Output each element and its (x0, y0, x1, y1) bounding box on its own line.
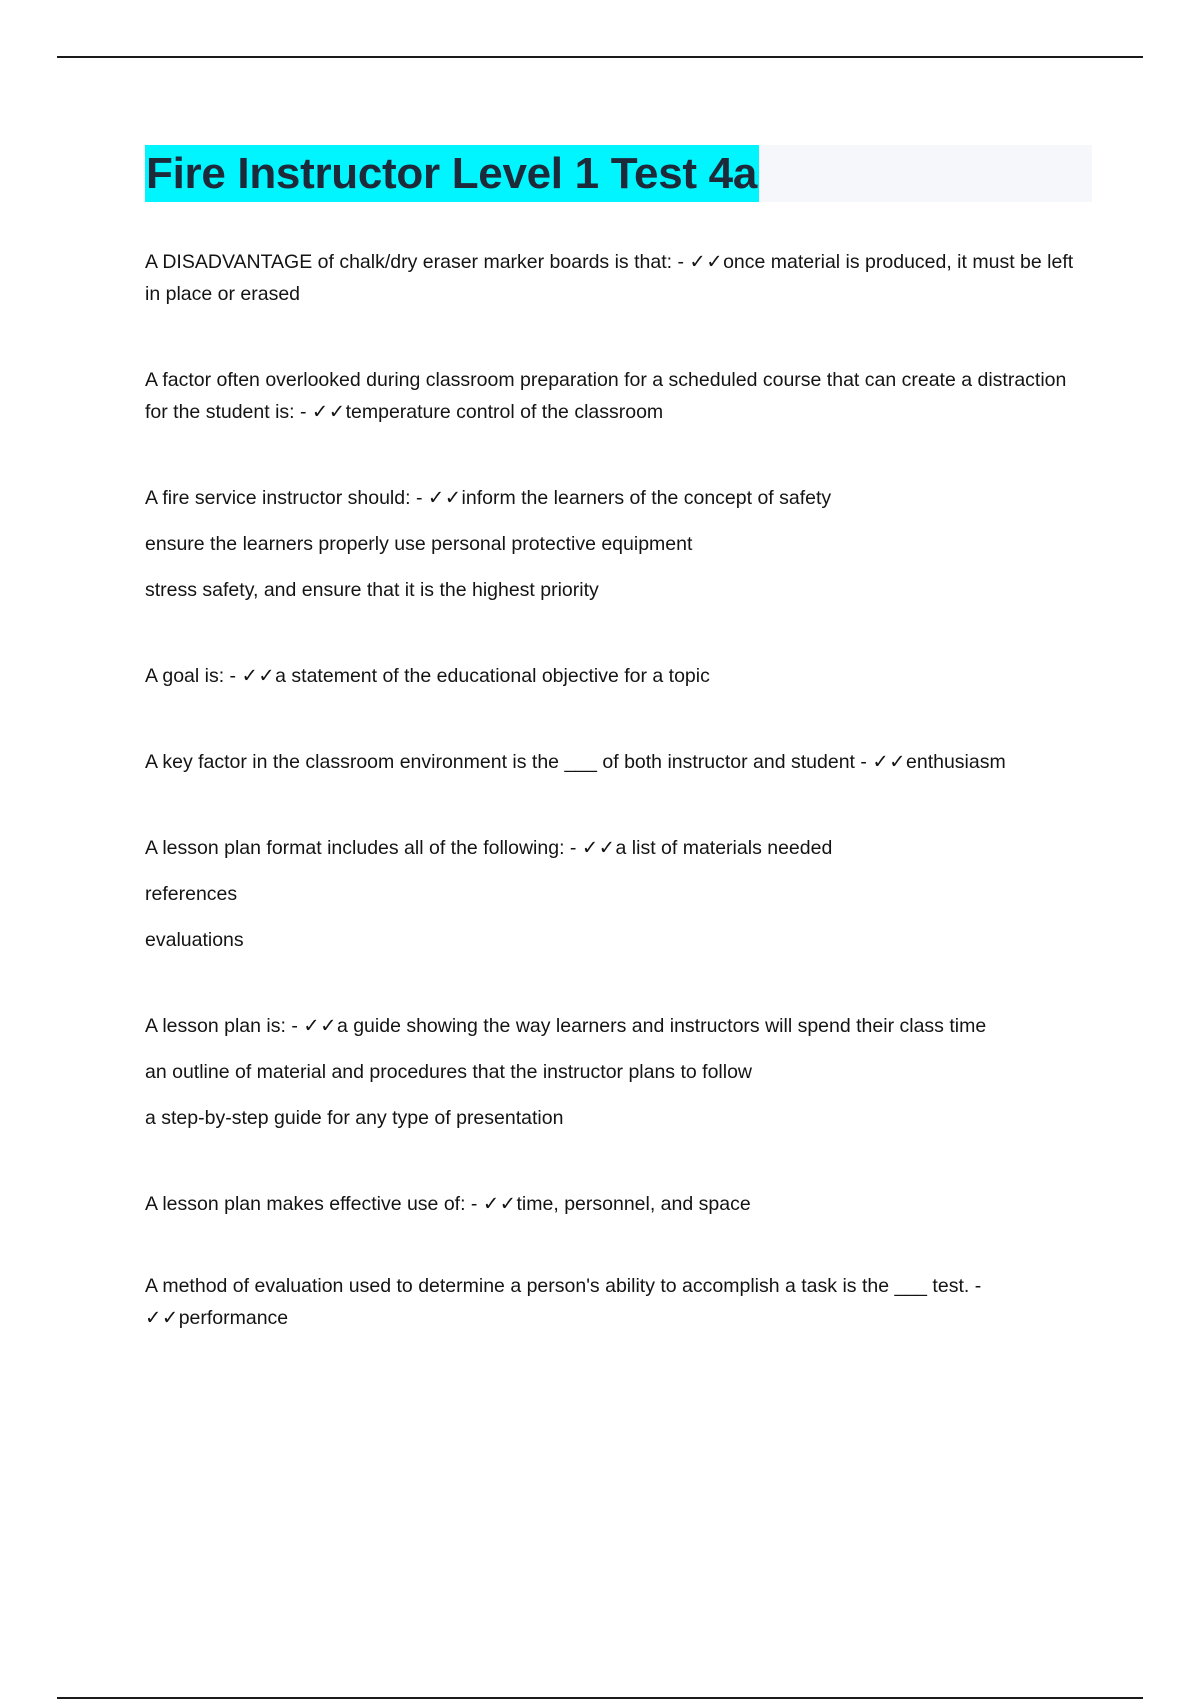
qa-item (145, 1188, 1090, 1220)
qa-list (145, 246, 1090, 1334)
qa-question-line (145, 246, 1090, 310)
answer-continuation: a step-by-step guide for any type of presentation (145, 1107, 564, 1129)
answer-continuation: an outline of material and procedures that the instructor plans to follow (145, 1061, 753, 1083)
qa-question-line (145, 1010, 1090, 1042)
answer-continuation: stress safety, and ensure that it is the highest priority (145, 579, 599, 601)
qa-item (145, 1010, 1090, 1134)
question-text: A method of evaluation used to determine a person's ability to accomplish a task is the ___ test. - (145, 1275, 982, 1297)
check-mark-icon: ✓✓ (241, 665, 276, 687)
check-mark-icon: ✓✓ (689, 251, 724, 273)
bottom-rule (57, 1697, 1143, 1699)
question-text: A key factor in the classroom environment is the ___ of both instructor and student - (145, 751, 873, 773)
answer-text: once material is produced, it must be left in place or erased (145, 251, 1074, 305)
answer-text: enthusiasm (906, 751, 1006, 773)
answer-text: time, personnel, and space (516, 1193, 751, 1215)
qa-question-line (145, 832, 1090, 864)
qa-item (145, 746, 1090, 778)
answer-text: temperature control of the classroom (345, 401, 664, 423)
check-mark-icon: ✓✓ (482, 1193, 517, 1215)
answer-text: inform the learners of the concept of safety (461, 487, 832, 509)
top-rule (57, 56, 1143, 58)
question-text: A goal is: - (145, 665, 242, 687)
qa-question-line (145, 364, 1090, 428)
qa-question-line (145, 660, 1090, 692)
qa-item (145, 832, 1090, 956)
question-text: A factor often overlooked during classroom preparation for a scheduled course that can create a distraction for the student is: - (145, 369, 1067, 423)
check-mark-icon: ✓✓ (303, 1015, 337, 1037)
qa-item (145, 482, 1090, 606)
answer-text: a list of materials needed (615, 837, 833, 859)
check-mark-icon: ✓✓ (872, 751, 906, 773)
check-mark-icon: ✓✓ (145, 1307, 179, 1329)
question-text: A lesson plan format includes all of the following: - (145, 837, 582, 859)
check-mark-icon: ✓✓ (581, 837, 616, 859)
question-text: A lesson plan makes effective use of: - (145, 1193, 483, 1215)
question-text: A lesson plan is: - (145, 1015, 304, 1037)
answer-text: a statement of the educational objective for a topic (275, 665, 710, 687)
qa-question-line (145, 746, 1090, 778)
qa-item (145, 246, 1090, 310)
check-mark-icon: ✓✓ (311, 401, 346, 423)
page-title: Fire Instructor Level 1 Test 4a (145, 145, 759, 202)
qa-item (145, 1270, 1090, 1334)
qa-question-line (145, 1270, 1090, 1334)
qa-question-line (145, 482, 1090, 514)
qa-item (145, 660, 1090, 692)
answer-text: a guide showing the way learners and instructors will spend their class time (336, 1015, 987, 1037)
qa-item (145, 364, 1090, 428)
answer-continuation: evaluations (145, 929, 244, 951)
check-mark-icon: ✓✓ (427, 487, 462, 509)
question-text: A DISADVANTAGE of chalk/dry eraser marker boards is that: - (145, 251, 690, 273)
answer-continuation: references (145, 883, 238, 905)
answer-continuation: ensure the learners properly use personal protective equipment (145, 533, 693, 555)
qa-question-line (145, 1188, 1090, 1220)
answer-text: performance (178, 1307, 289, 1329)
question-text: A fire service instructor should: - (145, 487, 428, 509)
